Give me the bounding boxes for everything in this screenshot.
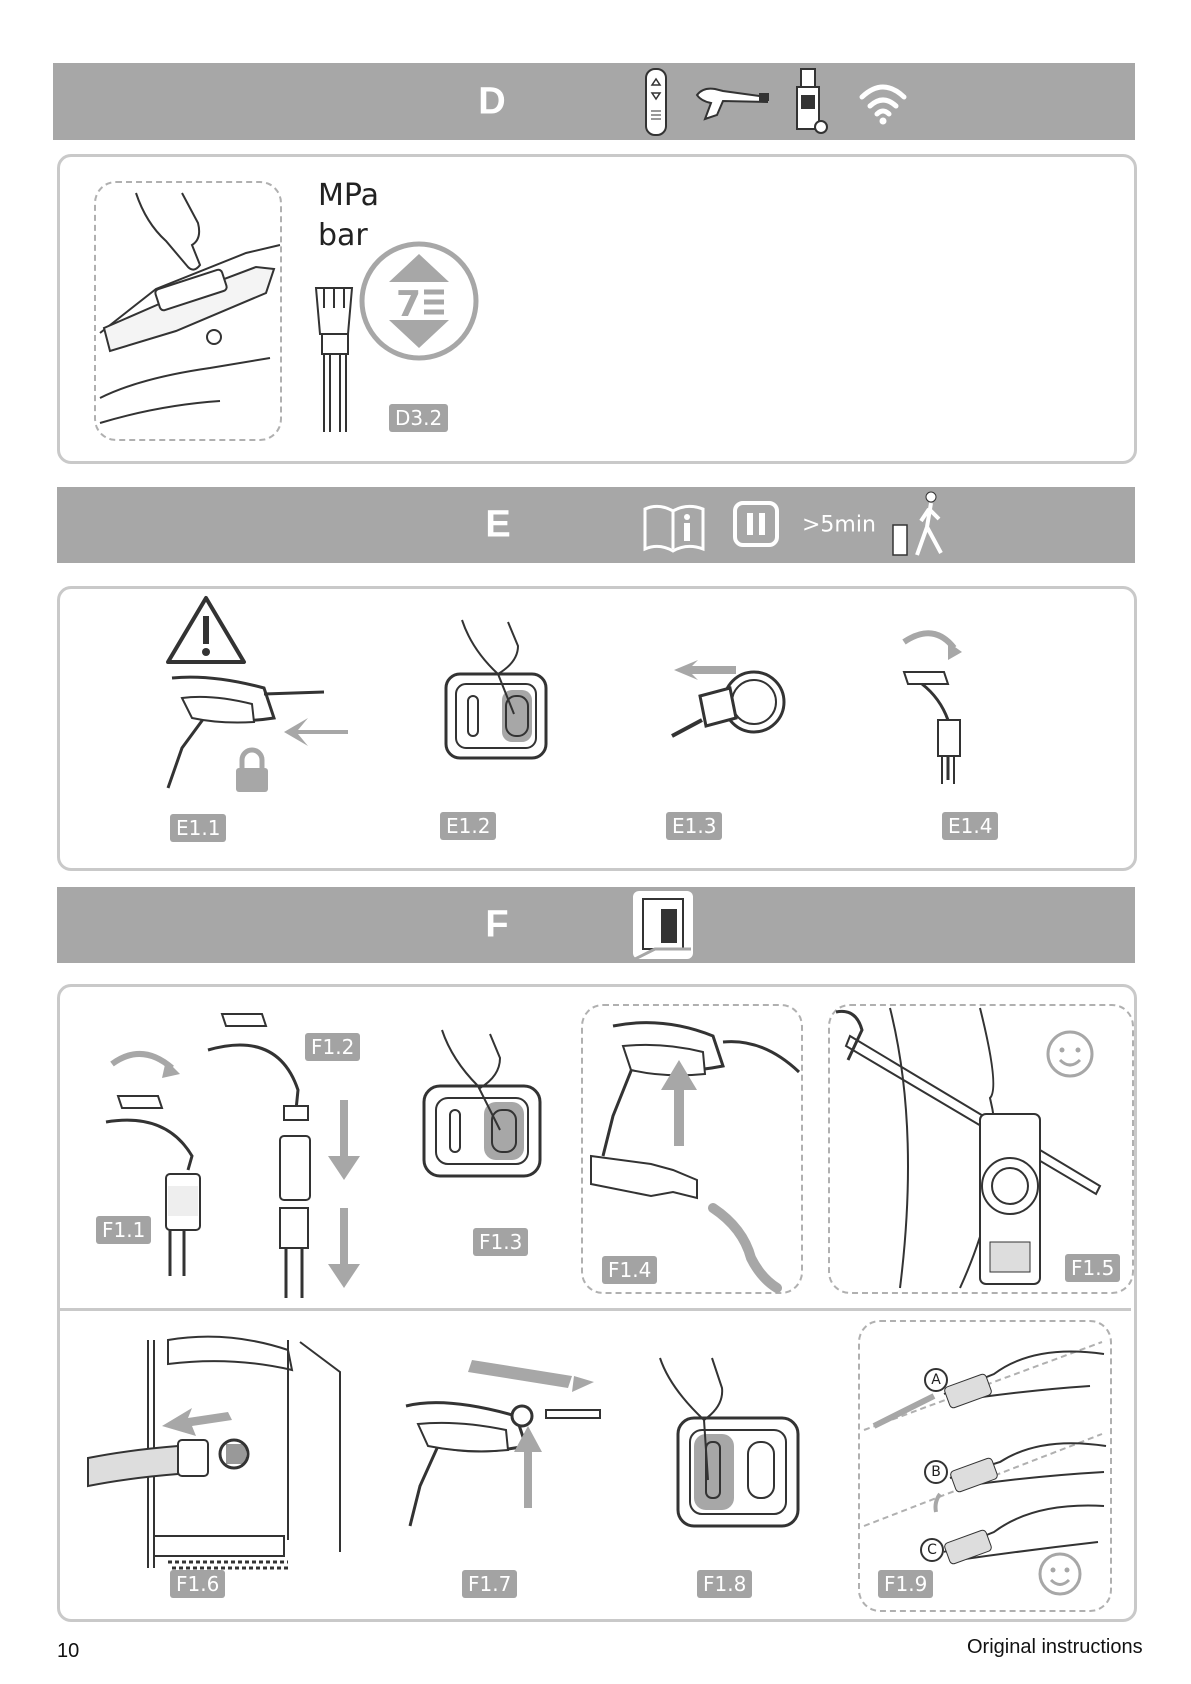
connect-lance-illustration	[583, 1006, 801, 1292]
person-walking-away-icon	[889, 489, 959, 561]
spray-gun-icon	[693, 83, 773, 123]
warning-triangle-icon	[164, 594, 248, 666]
step-label-f1-7: F1.7	[462, 1570, 517, 1598]
option-b-marker: B	[924, 1460, 948, 1484]
document-label: Original instructions	[967, 1636, 1143, 1658]
section-d-letter: D	[478, 80, 506, 122]
step-label-f1-6: F1.6	[170, 1570, 225, 1598]
spray-pattern-illustration	[860, 1322, 1110, 1610]
step-label-f1-3: F1.3	[473, 1228, 528, 1256]
step-label-f1-8: F1.8	[697, 1570, 752, 1598]
option-a-marker: A	[924, 1368, 948, 1392]
step-label-e1-3: E1.3	[666, 812, 722, 840]
connect-garden-hose-illustration	[88, 1336, 360, 1586]
step-label-f1-1: F1.1	[96, 1216, 151, 1244]
step-label-d3-2: D3.2	[389, 404, 448, 432]
section-e-header	[57, 487, 1135, 563]
option-c-marker: C	[920, 1538, 944, 1562]
step-label-f1-2: F1.2	[305, 1033, 360, 1061]
pressure-unit-bar: bar	[318, 218, 368, 253]
pause-icon	[733, 501, 779, 547]
turn-off-water-tap-illustration	[898, 630, 978, 786]
step-label-f1-5: F1.5	[1065, 1254, 1120, 1282]
pressure-adjust-dial-icon	[358, 240, 480, 362]
wifi-icon	[858, 79, 908, 125]
step-label-e1-4: E1.4	[942, 812, 998, 840]
locked-trigger-illustration	[152, 674, 352, 794]
section-d-header	[53, 63, 1135, 140]
f1-5-closeup	[828, 1004, 1134, 1294]
step-label-f1-4: F1.4	[602, 1256, 657, 1284]
pause-duration-label: >5min	[802, 512, 876, 538]
svg-text:7: 7	[396, 284, 422, 325]
control-panel-closeup	[94, 181, 282, 441]
switch-off-illustration	[440, 618, 552, 766]
step-label-f1-9: F1.9	[878, 1570, 933, 1598]
step-label-e1-1: E1.1	[170, 814, 226, 842]
connect-hose-to-gun-illustration	[398, 1356, 608, 1532]
section-e-letter: E	[485, 503, 511, 546]
switch-on-illustration	[420, 1028, 544, 1178]
f1-4-closeup	[581, 1004, 803, 1294]
indoor-storage-icon	[631, 889, 695, 961]
finger-pressing-button-illustration	[96, 183, 280, 439]
switch-on-start-illustration	[654, 1354, 802, 1528]
read-manual-icon	[641, 501, 707, 551]
page-number: 10	[57, 1640, 80, 1662]
f1-9-closeup	[858, 1320, 1112, 1612]
section-f-letter: F	[485, 903, 509, 946]
pressure-unit-mpa: MPa	[318, 178, 380, 213]
nozzle-lance-illustration	[310, 284, 360, 434]
pressure-washer-icon	[791, 65, 831, 137]
section-f-divider	[59, 1308, 1131, 1311]
remote-control-icon	[643, 67, 669, 137]
step-label-e1-2: E1.2	[440, 812, 496, 840]
person-holding-gun-illustration	[830, 1006, 1132, 1292]
section-f-header	[57, 887, 1135, 963]
unplug-illustration	[670, 656, 790, 756]
